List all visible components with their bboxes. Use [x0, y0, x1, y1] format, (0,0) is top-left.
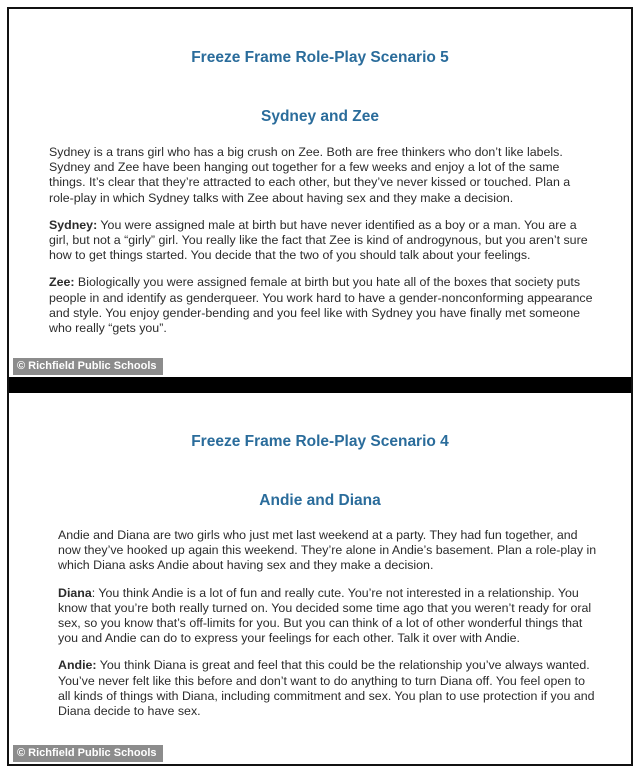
scenario-4-subtitle: Andie and Diana: [259, 492, 381, 509]
role-text: Biologically you were assigned female at birth but you hate all of the boxes that society puts people in and identify as genderqueer. You work hard to have a gender-nonconforming appearance and style. You enjoy gender-bending and you feel like with Sydney you have finally met someone who really “gets you”.: [49, 275, 593, 336]
scenario-4-panel: [9, 393, 631, 764]
copyright-credit: © Richfield Public Schools: [13, 358, 163, 375]
panel-divider: [9, 377, 631, 393]
scenario-4-role-diana: [58, 586, 597, 647]
document-frame: [7, 7, 633, 766]
scenario-4-intro: Andie and Diana are two girls who just met last weekend at a party. They had fun together, and now they’ve hooked up again this weekend. They’re alone in Andie’s basement. Plan a role-play in which Diana asks Andie about having sex and they make a decision.: [58, 528, 597, 573]
scenario-5-role-zee: [49, 275, 597, 336]
role-name: Andie:: [58, 658, 97, 673]
scenario-5-subtitle: Sydney and Zee: [260, 108, 379, 125]
role-name: Sydney:: [49, 217, 98, 232]
scenario-5-body: [9, 127, 631, 336]
scenario-4-role-andie: [58, 658, 597, 719]
role-text: : You think Andie is a lot of fun and really cute. You’re not interested in a relationship. You know that you’re both really turned on. You decided some time ago that you weren’t ready for oral sex, so you know that’s off-limits for you. But you can think of a lot of other wonderful things that you and Andie can do to express your feelings for each other. Talk it over with Andie.: [58, 585, 592, 646]
scenario-4-title: Freeze Frame Role-Play Scenario 4: [191, 433, 449, 450]
role-text: You were assigned male at birth but have never identified as a boy or a man. You are a girl, but not a “girly” girl. You really like the fact that Zee is kind of androgynous, but you aren’t sure how to get things started. You decide that the two of you should talk about your feelings.: [49, 217, 588, 263]
copyright-credit: © Richfield Public Schools: [13, 745, 163, 762]
role-text: You think Diana is great and feel that this could be the relationship you’ve always wanted. You’ve never felt like this before and don’t want to do anything to turn Diana off. You feel open to all kinds of things with Diana, including commitment and sex. You plan to use protection if you and Diana decide to have sex.: [58, 658, 595, 719]
scenario-5-title: Freeze Frame Role-Play Scenario 5: [191, 49, 449, 66]
scenario-4-body: [9, 511, 631, 719]
scenario-5-panel: [9, 9, 631, 377]
scenario-5-intro: Sydney is a trans girl who has a big crush on Zee. Both are free thinkers who don’t like labels. Sydney and Zee have been hanging out together for a few weeks and enjoy a lot of the same things. It’s clear that they’re attracted to each other, but they’ve never kissed or touched. Plan a role-play in which Sydney talks with Zee about having sex and they make a decision.: [49, 145, 571, 205]
role-name: Diana: [58, 585, 92, 600]
role-name: Zee:: [49, 275, 75, 290]
scenario-5-role-sydney: [49, 218, 597, 264]
